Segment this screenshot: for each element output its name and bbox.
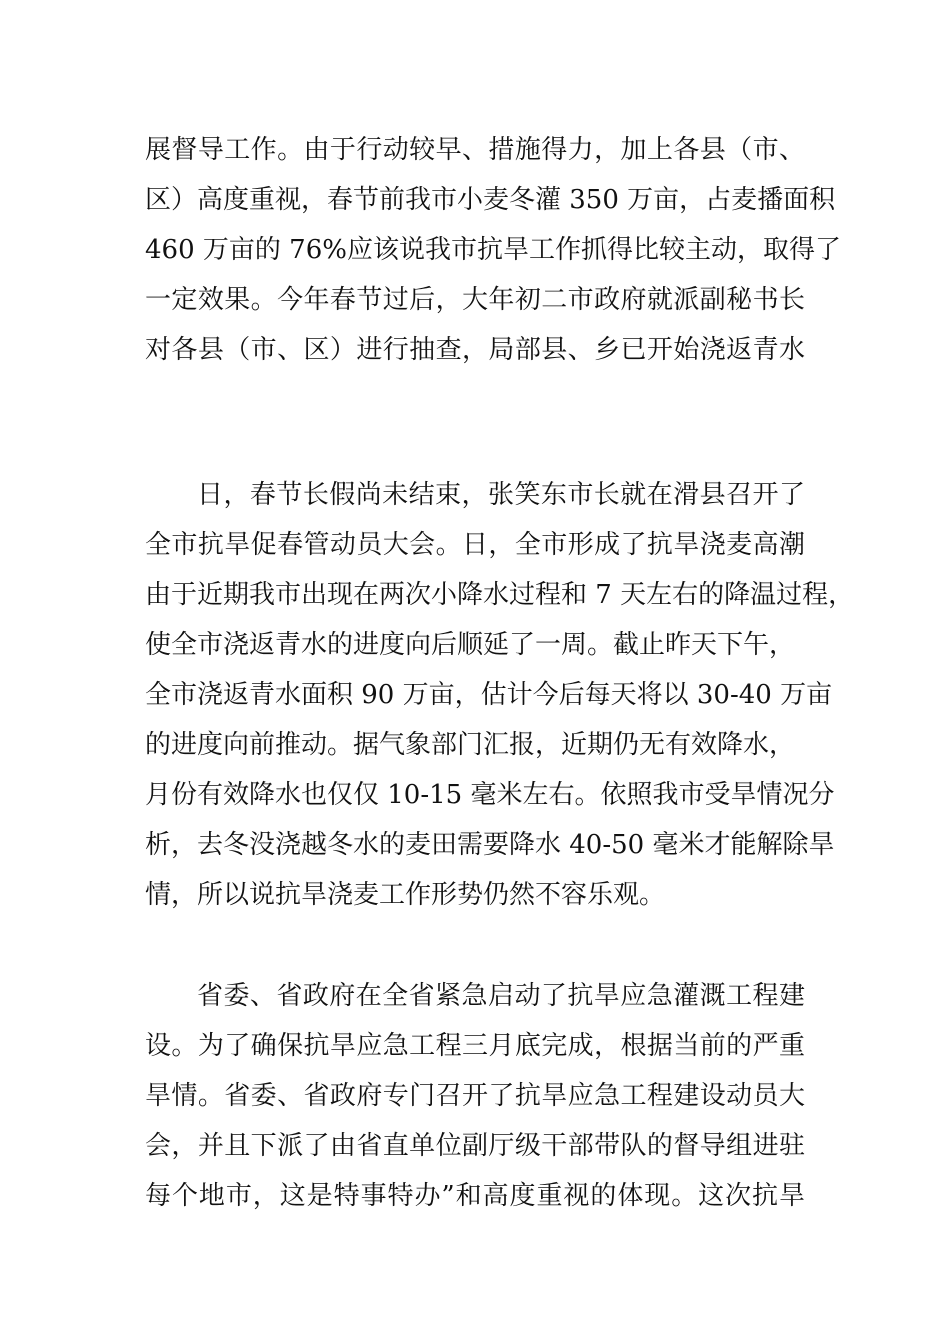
paragraph	[145, 971, 845, 1221]
text-line: 会，并且下派了由省直单位副厅级干部带队的督导组进驻	[145, 1131, 805, 1161]
text-line: 460 万亩的 76%应该说我市抗旱工作抓得比较主动，取得了	[145, 235, 841, 265]
text-line: 全市抗旱促春管动员大会。日，全市形成了抗旱浇麦高潮	[145, 530, 805, 560]
text-line: 日，春节长假尚未结束，张笑东市长就在滑县召开了	[197, 480, 805, 510]
text-line: 月份有效降水也仅仅 10-15 毫米左右。依照我市受旱情况分	[145, 780, 835, 810]
text-line: 旱情。省委、省政府专门召开了抗旱应急工程建设动员大	[145, 1081, 805, 1111]
text-line: 全市浇返青水面积 90 万亩，估计今后每天将以 30-40 万亩	[145, 680, 833, 710]
document-page	[145, 125, 855, 1221]
paragraph	[145, 470, 855, 920]
text-line: 展督导工作。由于行动较早、措施得力，加上各县（市、	[145, 135, 805, 165]
text-line: 省委、省政府在全省紧急启动了抗旱应急灌溉工程建	[197, 981, 805, 1011]
text-line: 的进度向前推动。据气象部门汇报，近期仍无有效降水，	[145, 730, 796, 760]
text-line: 析，去冬没浇越冬水的麦田需要降水 40-50 毫米才能解除旱	[145, 830, 835, 860]
text-line: 使全市浇返青水的进度向后顺延了一周。截止昨天下午，	[145, 630, 796, 660]
text-line: 设。为了确保抗旱应急工程三月底完成，根据当前的严重	[145, 1031, 805, 1061]
text-line: 一定效果。今年春节过后，大年初二市政府就派副秘书长	[145, 285, 805, 315]
text-line: 区）高度重视，春节前我市小麦冬灌 350 万亩，占麦播面积	[145, 185, 836, 215]
text-line: 对各县（市、区）进行抽查，局部县、乡已开始浇返青水	[145, 335, 805, 365]
paragraph	[145, 125, 845, 375]
text-line: 情，所以说抗旱浇麦工作形势仍然不容乐观。	[145, 880, 666, 910]
text-line: 由于近期我市出现在两次小降水过程和 7 天左右的降温过程，	[145, 580, 855, 610]
text-line: 每个地市，这是特事特办”和高度重视的体现。这次抗旱	[145, 1181, 805, 1211]
